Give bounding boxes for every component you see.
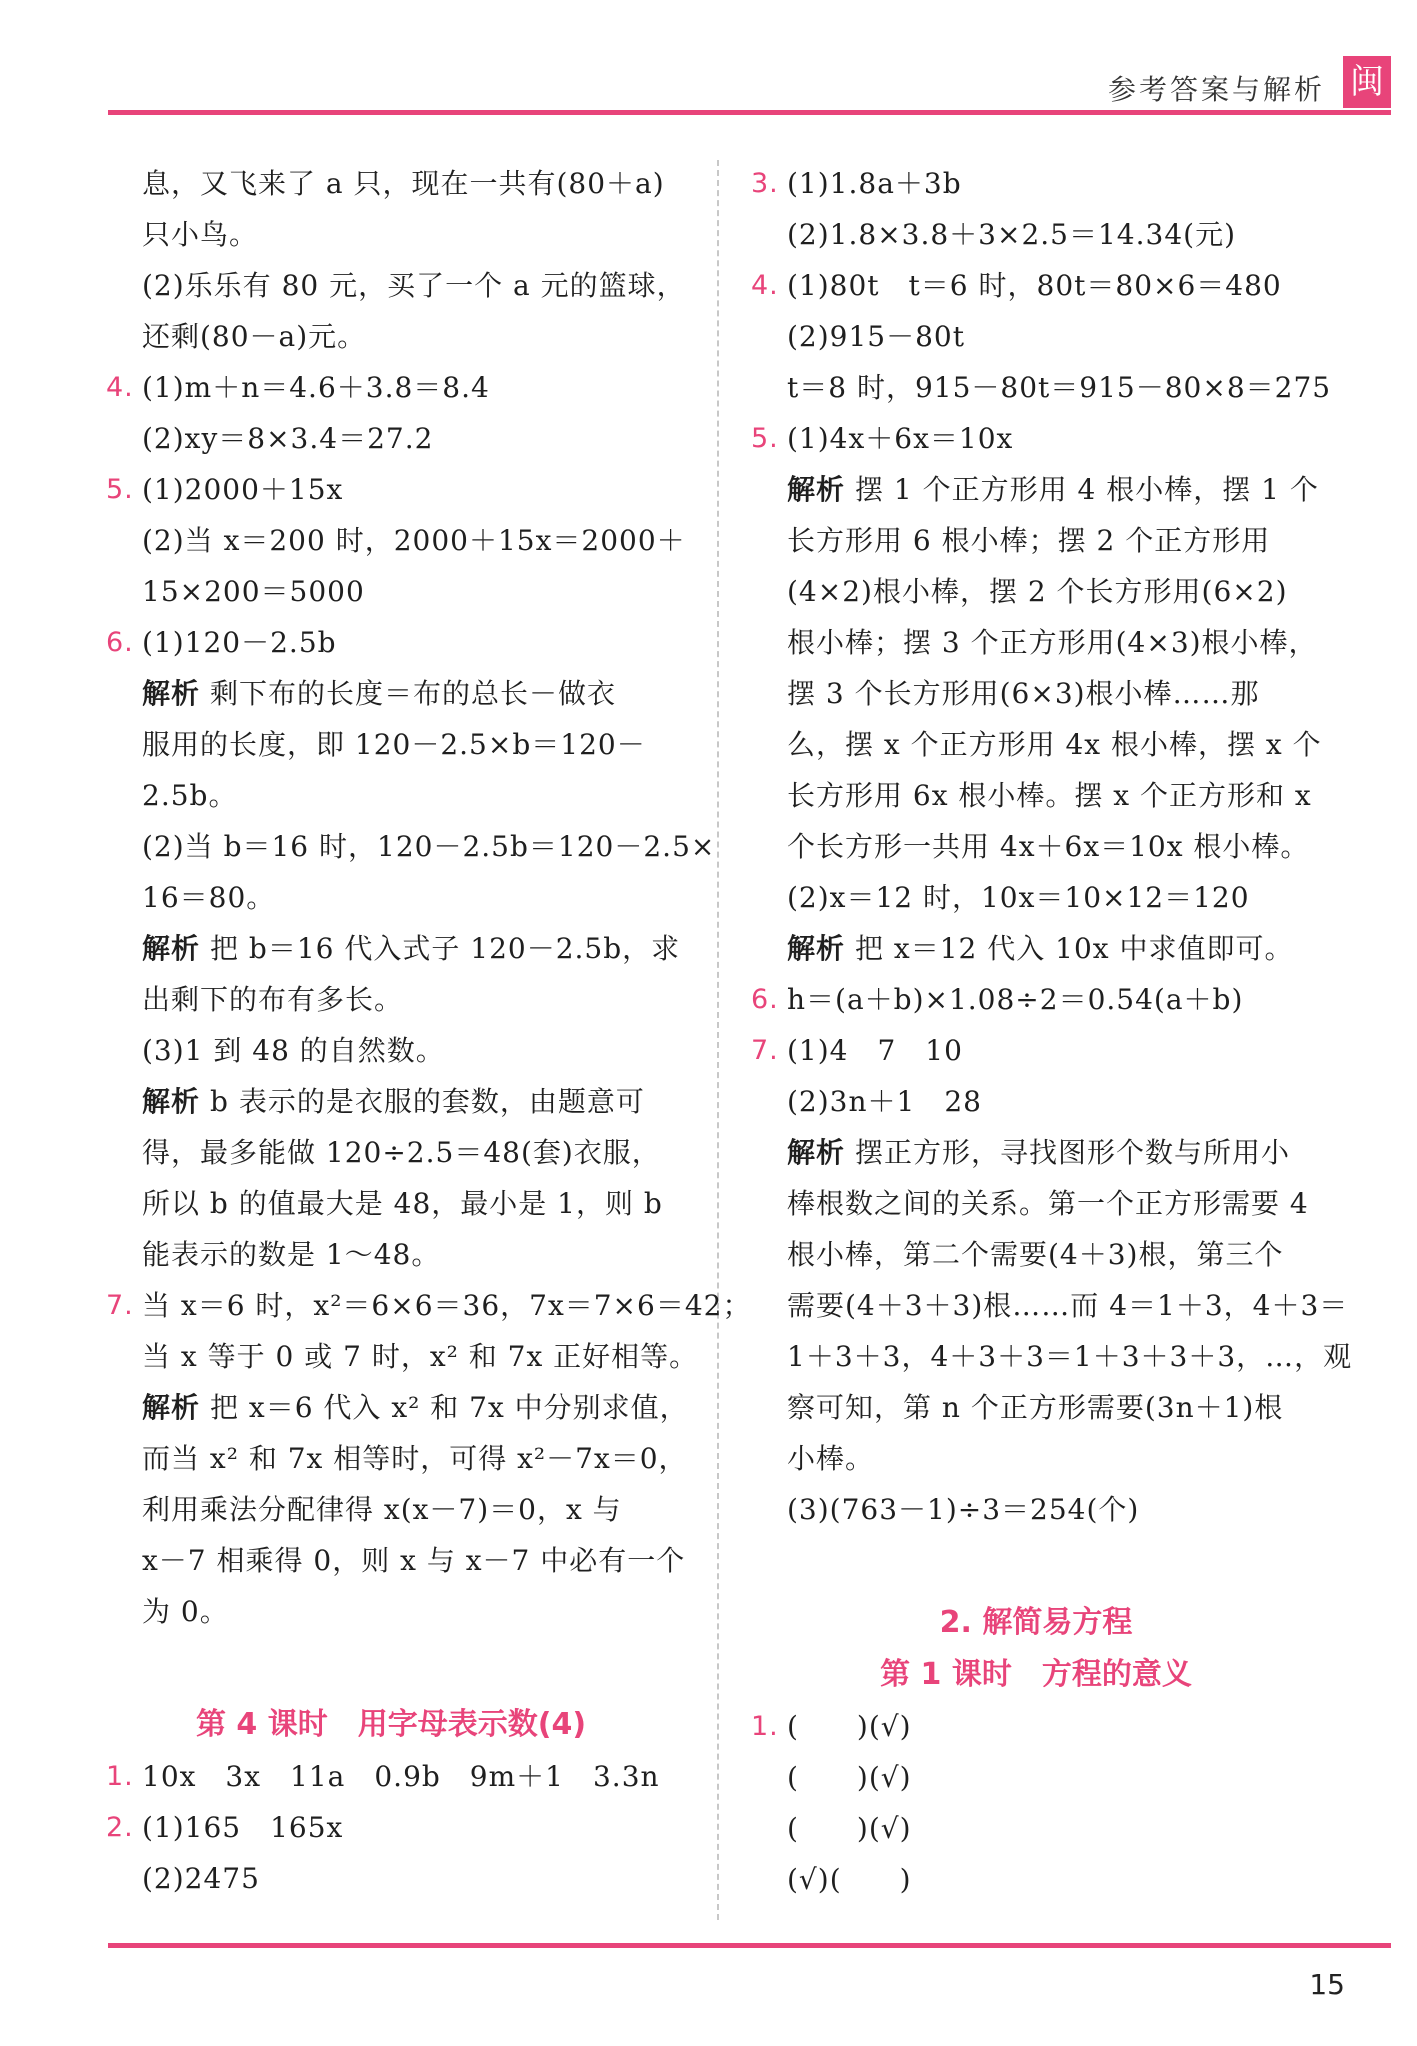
answer-line	[751, 1127, 1321, 1178]
answer-line	[751, 1025, 1321, 1076]
answer-text: (2)915－80t	[787, 320, 965, 353]
header-title: 参考答案与解析	[1107, 73, 1325, 106]
answer-line	[106, 1025, 676, 1076]
answer-line	[106, 770, 676, 821]
answer-text: (1)1.8a＋3b	[787, 167, 962, 200]
answer-text: (2)当 x＝200 时，2000＋15x＝2000＋	[142, 524, 686, 557]
answer-text: 当 x＝6 时，x²＝6×6＝36，7x＝7×6＝42；	[142, 1289, 752, 1322]
question-number: 5.	[106, 474, 134, 505]
question-number: 7.	[106, 1290, 134, 1321]
answer-line	[751, 515, 1321, 566]
question-number: 5.	[751, 423, 779, 454]
answer-line	[751, 821, 1321, 872]
answer-line	[751, 1484, 1321, 1535]
question-number: 6.	[751, 984, 779, 1015]
answer-line	[106, 1751, 676, 1802]
answer-text: ( )(√)	[787, 1710, 912, 1743]
answer-text: 需要(4＋3＋3)根……而 4＝1＋3，4＋3＝	[787, 1289, 1349, 1322]
answer-text: 所以 b 的值最大是 48，最小是 1，则 b	[142, 1187, 663, 1220]
answer-text: (2)3n＋1 28	[787, 1085, 982, 1118]
answer-text: 出剩下的布有多长。	[142, 983, 404, 1016]
analysis-label: 解析	[142, 1085, 201, 1118]
question-number: 4.	[106, 372, 134, 403]
answer-line	[106, 1178, 676, 1229]
answer-line	[751, 1803, 1321, 1854]
answer-line	[106, 413, 676, 464]
answer-line	[106, 821, 716, 872]
answer-line	[106, 260, 686, 311]
answer-line	[106, 209, 676, 260]
answer-text: (2)xy＝8×3.4＝27.2	[142, 422, 434, 455]
question-number: 2.	[106, 1812, 134, 1843]
answer-text: 么，摆 x 个正方形用 4x 根小棒，摆 x 个	[787, 728, 1322, 761]
answer-line	[106, 1433, 688, 1484]
answer-text: 摆 3 个长方形用(6×3)根小棒……那	[787, 677, 1260, 710]
answer-line	[106, 464, 676, 515]
answer-text: (2)2475	[142, 1862, 260, 1895]
answer-text: (1)m＋n＝4.6＋3.8＝8.4	[142, 371, 490, 404]
answer-text: 服用的长度，即 120－2.5×b＝120－	[142, 728, 646, 761]
answer-line	[751, 413, 1321, 464]
answer-line	[106, 566, 676, 617]
analysis-label: 解析	[787, 932, 846, 965]
answer-text: (1)4x＋6x＝10x	[787, 422, 1014, 455]
section-spacer	[751, 1535, 1321, 1597]
answer-line	[106, 1127, 676, 1178]
answer-line	[106, 1586, 676, 1637]
answer-text: 把 b＝16 代入式子 120－2.5b，求	[210, 932, 681, 965]
answer-text: 2.5b。	[142, 779, 238, 812]
right-column	[751, 158, 1353, 1905]
answer-text: 而当 x² 和 7x 相等时，可得 x²－7x＝0，	[142, 1442, 688, 1475]
answer-line	[751, 1331, 1353, 1382]
answer-line	[106, 1076, 676, 1127]
answer-text: 长方形用 6x 根小棒。摆 x 个正方形和 x	[787, 779, 1312, 812]
answer-line	[751, 617, 1321, 668]
answer-line	[106, 1382, 689, 1433]
answer-text: 还剩(80－a)元。	[142, 320, 367, 353]
section-title: 第 4 课时 用字母表示数(4)	[195, 1707, 587, 1742]
question-number: 6.	[106, 627, 134, 658]
answer-text: 棒根数之间的关系。第一个正方形需要 4	[787, 1187, 1309, 1220]
answer-text: 根小棒，第二个需要(4＋3)根，第三个	[787, 1238, 1284, 1271]
answer-line	[106, 923, 681, 974]
answer-line	[751, 1433, 1321, 1484]
answer-text: 利用乘法分配律得 x(x－7)＝0，x 与	[142, 1493, 622, 1526]
answer-line	[751, 566, 1321, 617]
section-spacer	[106, 1637, 676, 1699]
answer-text: (√)( )	[787, 1863, 912, 1896]
question-number: 4.	[751, 270, 779, 301]
section-title: 2. 解简易方程	[939, 1605, 1133, 1640]
answer-line	[106, 1280, 752, 1331]
question-number: 3.	[751, 168, 779, 199]
analysis-label: 解析	[142, 932, 201, 965]
answer-text: t＝8 时，915－80t＝915－80×8＝275	[787, 371, 1332, 404]
answer-line	[751, 1280, 1349, 1331]
answer-text: 得，最多能做 120÷2.5＝48(套)衣服，	[142, 1136, 661, 1169]
answer-line	[751, 1701, 1321, 1752]
answer-line	[751, 770, 1321, 821]
answer-line	[106, 1853, 676, 1904]
analysis-label: 解析	[142, 677, 201, 710]
answer-line	[751, 668, 1321, 719]
answer-line	[106, 617, 676, 668]
answer-line	[751, 1854, 1321, 1905]
analysis-label: 解析	[142, 1391, 201, 1424]
question-number: 7.	[751, 1035, 779, 1066]
answer-text: 把 x＝6 代入 x² 和 7x 中分别求值，	[210, 1391, 689, 1424]
answer-text: (2)当 b＝16 时，120－2.5b＝120－2.5×	[142, 830, 716, 863]
section-title: 第 1 课时 方程的意义	[880, 1657, 1192, 1692]
answer-text: 察可知，第 n 个正方形需要(3n＋1)根	[787, 1391, 1284, 1424]
answer-text: (2)1.8×3.8＋3×2.5＝14.34(元)	[787, 218, 1236, 251]
answer-line	[751, 974, 1321, 1025]
answer-text: 长方形用 6 根小棒；摆 2 个正方形用	[787, 524, 1271, 557]
answer-line	[106, 1484, 676, 1535]
region-badge: 闽	[1343, 56, 1391, 108]
answer-line	[751, 1229, 1321, 1280]
answer-line	[751, 311, 1321, 362]
answer-text: ( )(√)	[787, 1812, 912, 1845]
answer-text: ( )(√)	[787, 1761, 912, 1794]
answer-text: (1)120－2.5b	[142, 626, 337, 659]
analysis-label: 解析	[787, 1136, 846, 1169]
answer-line	[106, 515, 686, 566]
answer-text: 当 x 等于 0 或 7 时，x² 和 7x 正好相等。	[142, 1340, 699, 1373]
answer-line	[751, 1178, 1321, 1229]
answer-text: 根小棒；摆 3 个正方形用(4×3)根小棒，	[787, 626, 1318, 659]
analysis-label: 解析	[787, 473, 846, 506]
answer-line	[106, 974, 676, 1025]
answer-text: 息，又飞来了 a 只，现在一共有(80＋a)	[142, 167, 665, 200]
answer-text: 10x 3x 11a 0.9b 9m＋1 3.3n	[142, 1760, 660, 1793]
answer-line	[751, 1382, 1321, 1433]
answer-text: (1)165 165x	[142, 1811, 344, 1844]
answer-text: (1)4 7 10	[787, 1034, 963, 1067]
answer-text: x－7 相乘得 0，则 x 与 x－7 中必有一个	[142, 1544, 686, 1577]
answer-text: 把 x＝12 代入 10x 中求值即可。	[855, 932, 1294, 965]
answer-line	[751, 872, 1321, 923]
answer-text: 摆 1 个正方形用 4 根小棒，摆 1 个	[855, 473, 1319, 506]
footer-rule	[108, 1943, 1391, 1948]
answer-text: (1)2000＋15x	[142, 473, 344, 506]
answer-text: h＝(a＋b)×1.08÷2＝0.54(a＋b)	[787, 983, 1244, 1016]
answer-text: 剩下布的长度＝布的总长－做衣	[210, 677, 617, 710]
left-column	[106, 158, 752, 1904]
column-divider	[717, 160, 719, 1920]
answer-line	[751, 260, 1321, 311]
answer-line	[751, 1752, 1321, 1803]
answer-text: 摆正方形，寻找图形个数与所用小	[855, 1136, 1291, 1169]
answer-text: (2)x＝12 时，10x＝10×12＝120	[787, 881, 1250, 914]
answer-text: (1)80t t＝6 时，80t＝80×6＝480	[787, 269, 1282, 302]
answer-line	[106, 158, 676, 209]
question-number: 1.	[106, 1761, 134, 1792]
answer-line	[751, 158, 1321, 209]
answer-text: (3)(763－1)÷3＝254(个)	[787, 1493, 1140, 1526]
answer-line	[751, 362, 1332, 413]
page-number: 15	[1309, 1968, 1345, 2001]
answer-text: 能表示的数是 1～48。	[142, 1238, 441, 1271]
answer-line	[751, 923, 1321, 974]
answer-text: b 表示的是衣服的套数，由题意可	[210, 1085, 645, 1118]
answer-line	[751, 209, 1321, 260]
answer-line	[106, 1331, 699, 1382]
answer-text: (2)乐乐有 80 元，买了一个 a 元的篮球，	[142, 269, 686, 302]
answer-line	[106, 668, 676, 719]
answer-text: 1＋3＋3，4＋3＋3＝1＋3＋3＋3，…，观	[787, 1340, 1353, 1373]
answer-line	[106, 1535, 686, 1586]
answer-text: 只小鸟。	[142, 218, 259, 251]
answer-line	[751, 719, 1321, 770]
answer-line	[751, 464, 1321, 515]
answer-text: 15×200＝5000	[142, 575, 365, 608]
answer-line	[106, 1229, 676, 1280]
answer-text: 小棒。	[787, 1442, 875, 1475]
answer-line	[106, 362, 676, 413]
answer-line	[106, 311, 676, 362]
answer-line	[106, 1802, 676, 1853]
answer-text: 16＝80。	[142, 881, 276, 914]
answer-text: (3)1 到 48 的自然数。	[142, 1034, 445, 1067]
answer-text: 为 0。	[142, 1595, 229, 1628]
answer-text: (4×2)根小棒，摆 2 个长方形用(6×2)	[787, 575, 1288, 608]
answer-line	[751, 1076, 1321, 1127]
header-rule	[108, 110, 1391, 115]
question-number: 1.	[751, 1711, 779, 1742]
answer-line	[106, 872, 676, 923]
answer-line	[106, 719, 676, 770]
answer-text: 个长方形一共用 4x＋6x＝10x 根小棒。	[787, 830, 1310, 863]
